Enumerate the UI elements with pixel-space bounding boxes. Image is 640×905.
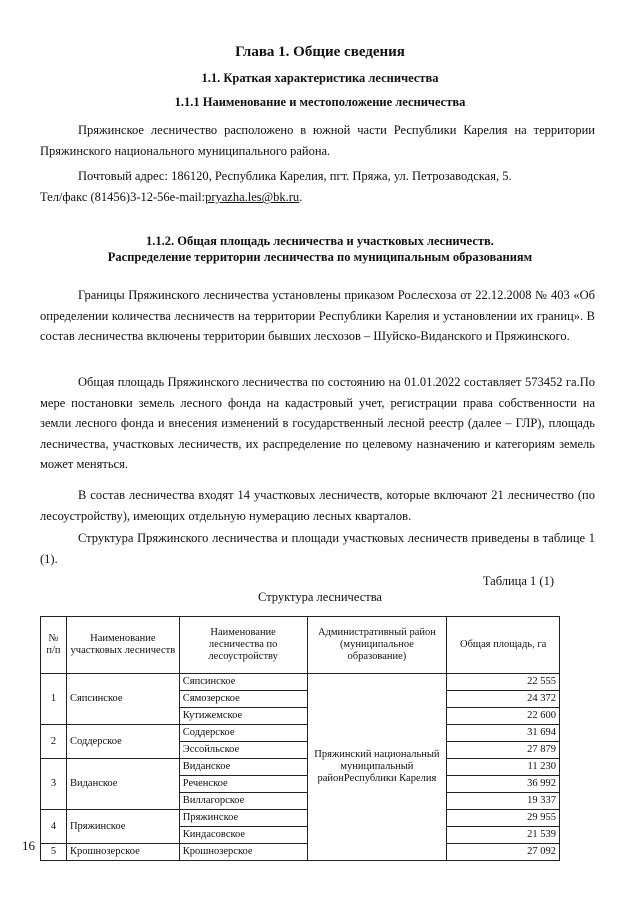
cell-num: 5 — [41, 844, 67, 861]
cell-num: 1 — [41, 674, 67, 725]
subsection-heading: 1.1.1 Наименование и местоположение лесничества — [174, 95, 466, 109]
header-district: Наименование участковых лесничеств — [66, 617, 179, 674]
cell-forestry: Киндасовское — [179, 827, 307, 844]
cell-area: 21 539 — [447, 827, 560, 844]
header-admin: Административный район (муниципальное образование) — [307, 617, 447, 674]
area-heading-line2: Распределение территории лесничества по муниципальным образованиям — [107, 250, 533, 264]
table-header-row — [41, 617, 560, 674]
postal-address: Почтовый адрес: 186120, Республика Карелия, пгт. Пряжа, ул. Петрозаводская, 5. — [78, 169, 512, 183]
table-row — [41, 759, 560, 776]
cell-area: 27 092 — [447, 844, 560, 861]
cell-area: 29 955 — [447, 810, 560, 827]
contact-line — [40, 190, 595, 205]
cell-forestry: Крошнозерское — [179, 844, 307, 861]
cell-num: 3 — [41, 759, 67, 810]
cell-forestry: Виллагорское — [179, 793, 307, 810]
section-heading: 1.1. Краткая характеристика лесничества — [201, 71, 439, 85]
cell-district: Виданское — [66, 759, 179, 810]
header-area: Общая площадь, га — [447, 617, 560, 674]
table-title: Структура лесничества — [258, 590, 382, 604]
chapter-heading: Глава 1. Общие сведения — [235, 44, 405, 60]
paragraph-structure: Структура Пряжинского лесничества и площади участковых лесничеств приведены в таблице 1 (1). — [40, 531, 595, 566]
area-heading-line1: 1.1.2. Общая площадь лесничества и участковых лесничеств. — [146, 234, 494, 248]
cell-area: 27 879 — [447, 742, 560, 759]
cell-forestry: Кутижемское — [179, 708, 307, 725]
cell-area: 19 337 — [447, 793, 560, 810]
page-number: 16 — [22, 838, 35, 853]
cell-district: Сяпсинское — [66, 674, 179, 725]
cell-forestry: Виданское — [179, 759, 307, 776]
structure-table — [40, 616, 560, 861]
cell-forestry: Пряжинское — [179, 810, 307, 827]
table-row — [41, 725, 560, 742]
paragraph-composition: В состав лесничества входят 14 участковых лесничеств, которые включают 21 лесничество (по лесоустройству), имеющих отдельную нумерацию лесных кварталов. — [40, 488, 595, 523]
cell-admin-district: Пряжинский национальный муниципальный районРеспублики Карелия — [307, 674, 447, 861]
paragraph-location: Пряжинское лесничество расположено в южной части Республики Карелия на территории Пряжинского национального муниципального района. — [40, 123, 595, 158]
table-caption: Таблица 1 (1) — [482, 574, 554, 588]
cell-num: 2 — [41, 725, 67, 759]
cell-area: 22 600 — [447, 708, 560, 725]
header-num: № п/п — [41, 617, 67, 674]
table-row — [41, 674, 560, 691]
cell-area: 31 694 — [447, 725, 560, 742]
cell-forestry: Реченское — [179, 776, 307, 793]
cell-forestry: Эссойльское — [179, 742, 307, 759]
cell-area: 11 230 — [447, 759, 560, 776]
cell-district: Соддерское — [66, 725, 179, 759]
paragraph-boundaries: Границы Пряжинского лесничества установлены приказом Рослесхоза от 22.12.2008 № 403 «Об определении количества лесничеств на территории Республики Карелия и установлении их границ». В состав лесничества включены территории бывших лесхозов – Шуйско-Виданского и Пряжинского. — [40, 288, 595, 344]
cell-area: 24 372 — [447, 691, 560, 708]
cell-area: 22 555 — [447, 674, 560, 691]
cell-forestry: Сямозерское — [179, 691, 307, 708]
table-row — [41, 810, 560, 827]
cell-district: Крошнозерское — [66, 844, 179, 861]
table-row — [41, 844, 560, 861]
cell-district: Пряжинское — [66, 810, 179, 844]
phone-text: Тел/факс (81456)3-12-56e-mail: — [40, 190, 206, 204]
paragraph-total-area: Общая площадь Пряжинского лесничества по состоянию на 01.01.2022 составляет 573452 га.По мере постановки земель лесного фонда на кадастровый учет, регистрации права собственности на земли лесного фонда и внесения изменений в государственный лесной реестр (далее – ГЛР), площадь лесничества, участковых лесничеств, их распределение по целевому назначению и категориям земель может меняться. — [40, 375, 595, 472]
contact-suffix: . — [299, 190, 303, 204]
cell-forestry: Сяпсинское — [179, 674, 307, 691]
cell-area: 36 992 — [447, 776, 560, 793]
email-link[interactable]: pryazha.les@bk.ru — [205, 190, 300, 204]
header-forestry: Наименование лесничества по лесоустройству — [179, 617, 307, 674]
cell-forestry: Соддерское — [179, 725, 307, 742]
cell-num: 4 — [41, 810, 67, 844]
